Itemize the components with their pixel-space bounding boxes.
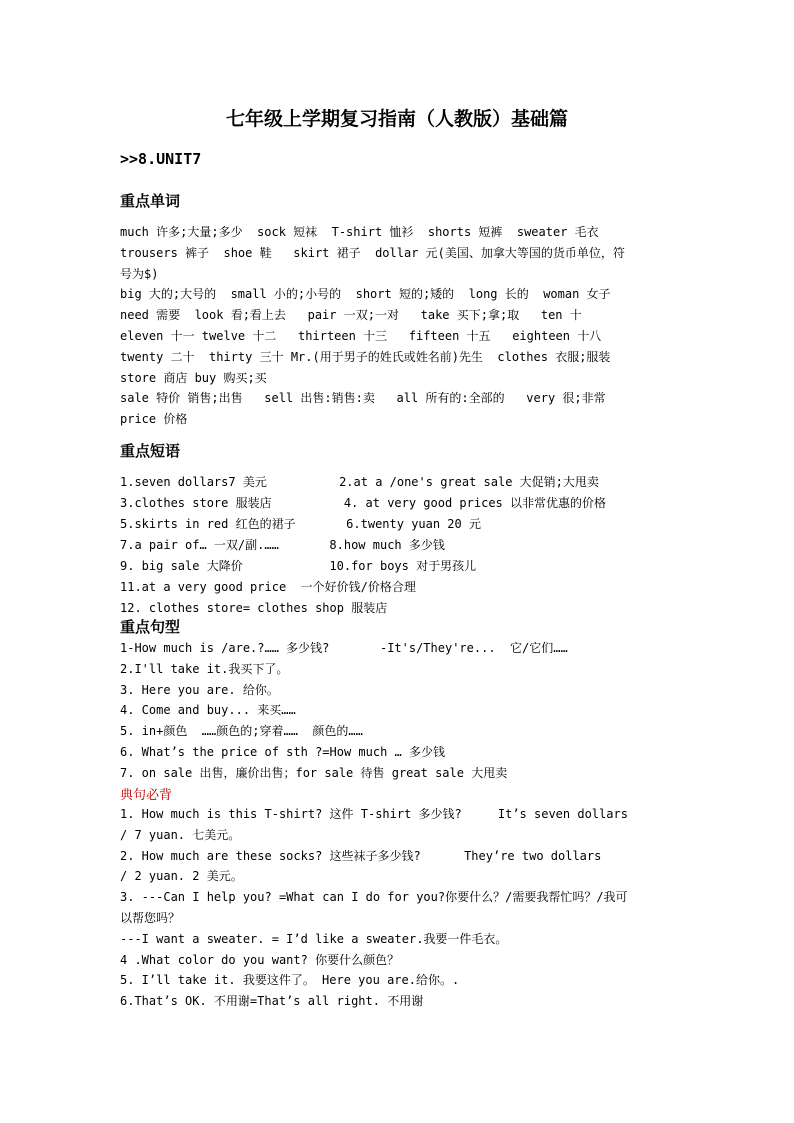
words-line-text: price 价格 <box>120 412 188 427</box>
phrases-line-text: 1.seven dollars7 美元 2.at a /one's great sale 大促销;大甩卖 <box>120 475 599 489</box>
sentences-line <box>120 640 680 656</box>
words-line-text: sale 特价 销售;出售 sell 出售:销售:卖 all 所有的:全部的 very 很;非常 <box>120 391 606 406</box>
document-title: 七年级上学期复习指南（人教版）基础篇 <box>225 108 568 130</box>
words-line-text: twenty 二十 thirty 三十 Mr.(用于男子的姓氏或姓名前)先生 clothes 衣服;服装 <box>120 349 611 364</box>
classic-line <box>120 910 680 926</box>
classic-line-text: 1. How much is this T-shirt? 这件 T-shirt 多少钱? It’s seven dollars <box>120 807 628 821</box>
words-line <box>120 266 680 282</box>
phrases-line <box>120 537 680 553</box>
classic-line-text: 4 .What color do you want? 你要什么颜色？ <box>120 952 400 967</box>
classic-line <box>120 827 680 843</box>
classic-line <box>120 972 680 988</box>
words-line-text: trousers 裤子 shoe 鞋 skirt 裙子 dollar 元(美国、加拿大等国的货币单位，符 <box>120 245 625 260</box>
classic-line-text: / 2 yuan. 2 美元。 <box>120 869 243 884</box>
words-heading: 重点单词 <box>120 192 181 210</box>
phrases-heading: 重点短语 <box>120 442 181 460</box>
words-line <box>120 370 680 386</box>
sentences-line-text: 4. Come and buy... 来买…… <box>120 703 296 718</box>
classic-line <box>120 931 680 947</box>
classic-line <box>120 806 680 822</box>
sentences-line-text: 2.I'll take it.我买下了。 <box>120 661 289 676</box>
phrases-line <box>120 558 680 574</box>
classic-line-text: 5. I’ll take it. 我要这件了。 Here you are.给你。. <box>120 973 460 988</box>
sentences-line-text: 7. on sale 出售，廉价出售；for sale 待售 great sale 大甩卖 <box>120 765 508 780</box>
classic-line <box>120 848 680 864</box>
classic-sentences-heading: 典句必背 <box>120 788 173 803</box>
words-line <box>120 349 680 365</box>
phrases-line-text: 12. clothes store= clothes shop 服装店 <box>120 601 388 615</box>
phrases-line <box>120 495 680 511</box>
sentences-line-text: 3. Here you are. 给你。 <box>120 682 279 697</box>
words-line <box>120 245 680 261</box>
sentences-heading: 重点句型 <box>120 618 181 636</box>
words-line <box>120 390 680 406</box>
classic-line <box>120 889 680 905</box>
classic-line-text: 3. ---Can I help you? =What can I do for you?你要什么？/需要我帮忙吗？/我可 <box>120 890 628 905</box>
phrases-line <box>120 600 680 616</box>
phrases-line <box>120 579 680 595</box>
phrases-line-text: 3.clothes store 服装店 4. at very good prices 以非常优惠的价格 <box>120 496 607 510</box>
classic-line-text: / 7 yuan. 七美元。 <box>120 827 241 842</box>
classic-line <box>120 868 680 884</box>
phrases-line-text: 9. big sale 大降价 10.for boys 对于男孩儿 <box>120 559 477 573</box>
phrases-line-text: 11.at a very good price 一个好价钱/价格合理 <box>120 580 416 594</box>
phrases-line-text: 7.a pair of… 一双/副.…… 8.how much 多少钱 <box>120 538 445 552</box>
sentences-line-text: 5. in+颜色 ……颜色的;穿着…… 颜色的…… <box>120 724 363 739</box>
words-line-text: need 需要 look 看;看上去 pair 一双;一对 take 买下;拿;取 ten 十 <box>120 308 582 323</box>
words-line-text: big 大的;大号的 small 小的;小号的 short 短的;矮的 long 长的 woman 女子 <box>120 287 611 302</box>
sentences-line <box>120 765 680 781</box>
sentences-line-text: 6. What’s the price of sth ?=How much … 多少钱 <box>120 745 445 759</box>
classic-line-text: 以帮您吗？ <box>120 911 181 925</box>
sentences-line <box>120 723 680 739</box>
classic-line <box>120 993 680 1009</box>
classic-line-text: 2. How much are these socks? 这些袜子多少钱? They’re two dollars <box>120 848 602 863</box>
words-line <box>120 411 680 427</box>
words-line-text: much 许多;大量;多少 sock 短袜 T-shirt 恤衫 shorts 短裤 sweater 毛衣 <box>120 225 599 239</box>
sentences-line <box>120 744 680 760</box>
words-line-text: store 商店 buy 购买;买 <box>120 370 267 385</box>
words-line-text: eleven 十一 twelve 十二 thirteen 十三 fifteen 十五 eighteen 十八 <box>120 329 602 343</box>
phrases-line <box>120 474 680 490</box>
words-line <box>120 286 680 302</box>
phrases-line-text: 5.skirts in red 红色的裙子 6.twenty yuan 20 元 <box>120 517 481 531</box>
classic-line <box>120 952 680 968</box>
words-line <box>120 224 680 240</box>
unit-heading: >>8.UNIT7 <box>120 150 202 168</box>
phrases-line <box>120 516 680 532</box>
words-line-text: 号为$) <box>120 266 159 281</box>
classic-line-text: 6.That’s OK. 不用谢=That’s all right. 不用谢 <box>120 994 424 1009</box>
words-line <box>120 307 680 323</box>
words-line <box>120 328 680 344</box>
sentences-line <box>120 702 680 718</box>
classic-line-text: ---I want a sweater. = I’d like a sweater.我要一件毛衣。 <box>120 931 508 946</box>
sentences-line <box>120 661 680 677</box>
sentences-line <box>120 682 680 698</box>
sentences-line-text: 1-How much is /are.?…… 多少钱? -It's/They're... 它/它们…… <box>120 641 568 655</box>
